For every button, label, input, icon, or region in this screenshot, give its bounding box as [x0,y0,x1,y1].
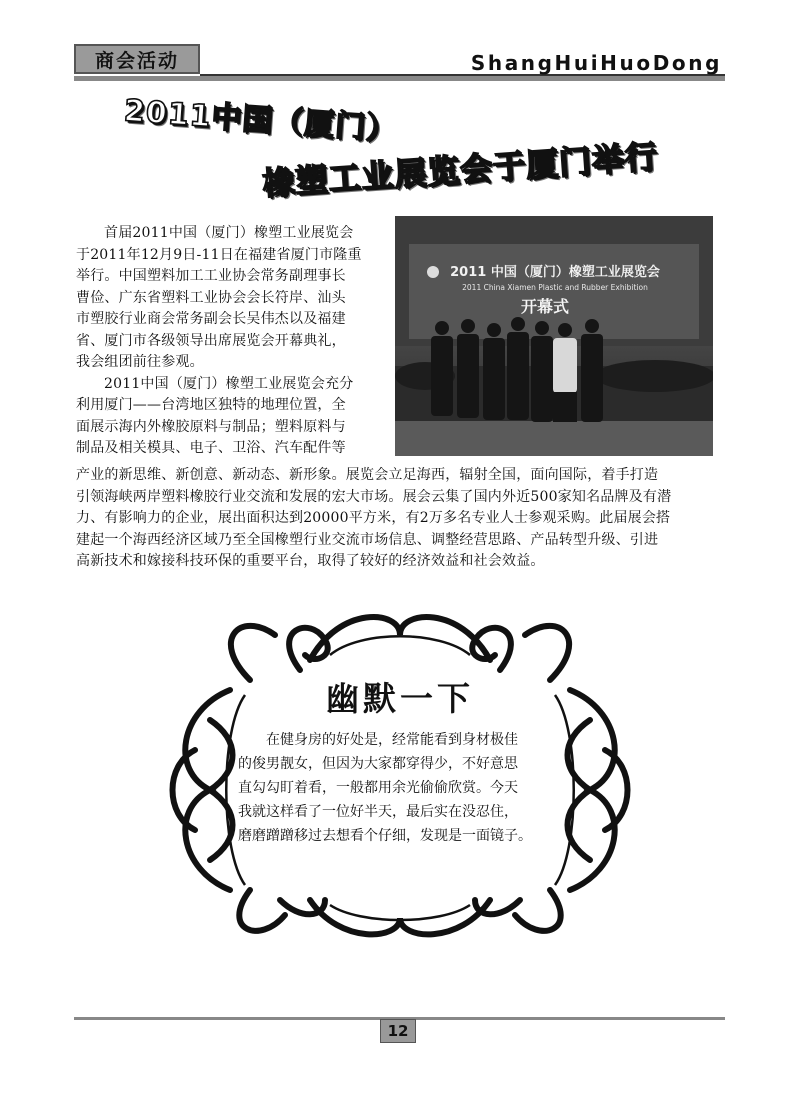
page-number: 12 [380,1019,416,1043]
article-body-column [76,223,380,460]
text-line: 省、厦门市各级领导出席展览会开幕典礼， [76,332,346,349]
text-line: 曹俭、广东省塑料工业协会会长符岸、汕头 [76,289,346,306]
text-line: 首届2011中国（厦门）橡塑工业展览会 [104,225,354,241]
photo-banner-ceremony: 开幕式 [520,297,570,316]
text-line: 举行。中国塑料加工工业协会常务副理事长 [76,268,346,284]
text-line: 磨磨蹭蹭移过去想看个仔细，发现是一面镜子。 [238,828,532,844]
text-line: 直勾勾盯着看，一般都用余光偷偷欣赏。今天 [238,780,518,796]
article-paragraph-2-start [76,374,380,460]
article-title-line-1: 2011中国（厦门） [122,93,399,148]
text-line: 产业的新思维、新创意、新动态、新形象。展览会立足海西，辐射全国，面向国际，着手打造 [76,467,659,483]
humor-joke-text [238,728,568,848]
text-line: 2011中国（厦门）橡塑工业展览会充分 [104,375,354,392]
exhibition-photo [395,216,713,456]
article-paragraph-2-end [76,465,726,573]
text-line: 在健身房的好处是，经常能看到身材极佳 [266,732,518,748]
text-line: 高新技术和嫁接科技环保的重要平台，取得了较好的经济效益和社会效益。 [76,553,545,569]
section-badge: 商会活动 [74,44,200,74]
text-line: 我会组团前往参观。 [76,354,204,370]
text-line: 我就这样看了一位好半天，最后实在没忍住， [238,804,518,820]
section-title-english: ShangHuiHuoDong [470,51,722,75]
article-title-line-2: 橡塑工业展览会于厦门举行 [261,137,659,203]
text-line: 于2011年12月9日-11日在福建省厦门市隆重 [76,246,362,263]
text-line: 建起一个海西经济区域乃至全国橡塑行业交流市场信息、调整经营思路、产品转型升级、引进 [76,531,659,548]
photo-banner-subtitle: 2011 China Xiamen Plastic and Rubber Exhibition [462,283,648,292]
text-line: 引领海峡两岸塑料橡胶行业交流和发展的宏大市场。展会云集了国内外近500家知名品牌及有潜 [76,488,672,505]
text-line: 利用厦门——台湾地区独特的地理位置，全 [76,397,346,413]
header-rule-shadow [74,76,725,81]
text-line: 面展示海内外橡胶原料与制品；塑料原料与 [76,418,346,435]
text-line: 的俊男靓女，但因为大家都穿得少，不好意思 [238,756,518,772]
humor-section-title: 幽默一下 [326,679,474,718]
text-line: 制品及相关模具、电子、卫浴、汽车配件等 [76,440,346,456]
text-line: 力、有影响力的企业，展出面积达到20000平方米，有2万多名专业人士参观采购。此届展会搭 [76,510,671,526]
article-paragraph-1 [76,223,380,374]
text-line: 市塑胶行业商会常务副会长吴伟杰以及福建 [76,311,346,327]
photo-banner-title: 2011 中国（厦门）橡塑工业展览会 [450,265,660,280]
article-body-full [76,465,726,573]
